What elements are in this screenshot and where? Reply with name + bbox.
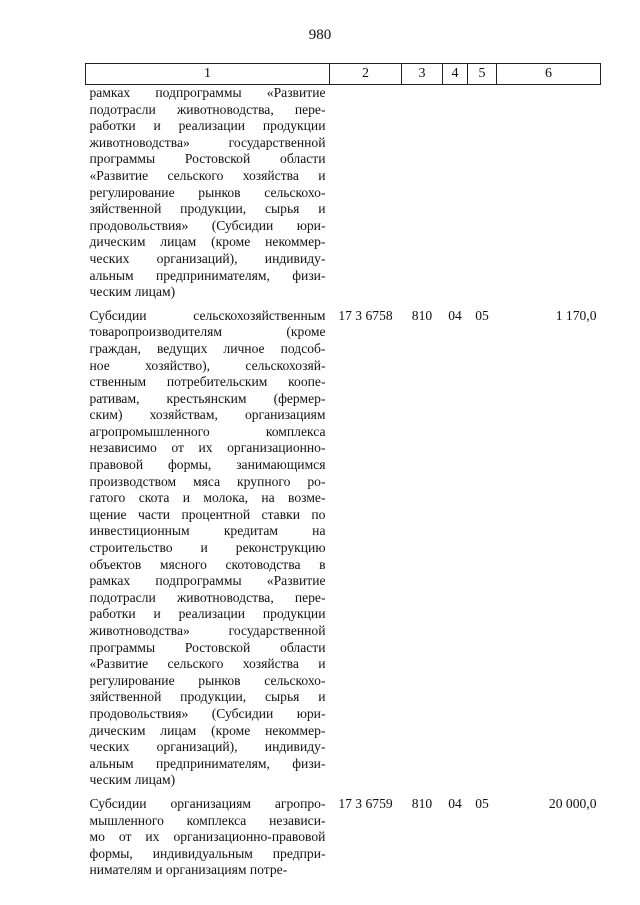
desc-line: правовой формы, занимающимся bbox=[89, 457, 326, 473]
expense-type-code: 810 bbox=[411, 795, 433, 811]
desc-line: объектов мясного скотоводства в bbox=[89, 556, 326, 572]
desc-line: работки и реализации продукции bbox=[89, 606, 326, 622]
target-article-code: 17 3 6759 bbox=[338, 795, 393, 811]
row-description bbox=[86, 308, 330, 796]
desc-line: формы, индивидуальным предпри- bbox=[89, 845, 326, 861]
subsection-code: 05 bbox=[475, 307, 489, 323]
desc-line: ческих организаций), индивиду- bbox=[89, 739, 326, 755]
amount: 1 170,0 bbox=[555, 307, 597, 323]
column-header-6: 6 bbox=[497, 64, 601, 85]
desc-line: рамках подпрограммы «Развитие bbox=[89, 573, 326, 589]
desc-line: независимо от их организационно- bbox=[89, 440, 326, 456]
desc-line: животноводства» государственной bbox=[89, 134, 326, 150]
table-row bbox=[86, 796, 601, 886]
column-header-2: 2 bbox=[330, 64, 402, 85]
desc-line: мышленного комплекса независи- bbox=[89, 812, 326, 828]
row-description bbox=[86, 796, 330, 886]
desc-line: дическим лицам (кроме некоммер- bbox=[89, 234, 326, 250]
desc-line: программы Ростовской области bbox=[89, 151, 326, 167]
desc-line: ративам, крестьянским (фермер- bbox=[89, 390, 326, 406]
row-description bbox=[86, 85, 330, 308]
desc-line: альным предпринимателям, физи- bbox=[89, 267, 326, 283]
subsection-code: 05 bbox=[475, 795, 489, 811]
desc-line: продовольствия» (Субсидии юри- bbox=[89, 705, 326, 721]
column-header-4: 4 bbox=[443, 64, 468, 85]
desc-line: ческих организаций), индивиду- bbox=[89, 250, 326, 266]
desc-line: щение части процентной ставки по bbox=[89, 506, 326, 522]
desc-line: граждан, ведущих личное подсоб- bbox=[89, 340, 326, 356]
section-code: 04 bbox=[448, 795, 462, 811]
desc-line: альным предпринимателям, физи- bbox=[89, 755, 326, 771]
desc-line: подотрасли животноводства, пере- bbox=[89, 589, 326, 605]
table-row bbox=[86, 85, 601, 308]
desc-line: мо от их организационно-правовой bbox=[89, 829, 326, 845]
subsection-code bbox=[468, 85, 497, 308]
desc-line: ским) хозяйствам, организациям bbox=[89, 407, 326, 423]
desc-line: гатого скота и молока, на возме- bbox=[89, 490, 326, 506]
expense-type-code bbox=[402, 85, 443, 308]
desc-line: работки и реализации продукции bbox=[89, 118, 326, 134]
column-header-3: 3 bbox=[402, 64, 443, 85]
column-header-1: 1 bbox=[86, 64, 330, 85]
desc-line: Субсидии организациям агропро- bbox=[89, 795, 326, 811]
desc-line: зяйственной продукции, сырья и bbox=[89, 689, 326, 705]
desc-line: дическим лицам (кроме некоммер- bbox=[89, 722, 326, 738]
desc-line: нимателям и организациям потре- bbox=[89, 862, 288, 878]
desc-line: инвестиционным кредитам на bbox=[89, 523, 326, 539]
desc-line: товаропроизводителям (кроме bbox=[89, 324, 326, 340]
table-row bbox=[86, 308, 601, 796]
desc-line: рамках подпрограммы «Развитие bbox=[89, 85, 326, 100]
desc-line: «Развитие сельского хозяйства и bbox=[89, 167, 326, 183]
target-article-code: 17 3 6758 bbox=[338, 307, 393, 323]
desc-line: агропромышленного комплекса bbox=[89, 423, 326, 439]
section-code: 04 bbox=[448, 307, 462, 323]
table-header-row bbox=[86, 64, 601, 85]
desc-line: «Развитие сельского хозяйства и bbox=[89, 656, 326, 672]
amount bbox=[497, 85, 601, 308]
budget-table bbox=[85, 63, 601, 886]
desc-line: продовольствия» (Субсидии юри- bbox=[89, 217, 326, 233]
desc-line: ческим лицам) bbox=[89, 284, 176, 300]
amount: 20 000,0 bbox=[548, 795, 597, 811]
desc-line: строительство и реконструкцию bbox=[89, 540, 326, 556]
desc-line: ческим лицам) bbox=[89, 772, 176, 788]
desc-line: ственным потребительским коопе- bbox=[89, 374, 326, 390]
desc-line: ное хозяйство), сельскохозяй- bbox=[89, 357, 326, 373]
desc-line: Субсидии сельскохозяйственным bbox=[89, 307, 326, 323]
target-article-code bbox=[330, 85, 402, 308]
desc-line: программы Ростовской области bbox=[89, 639, 326, 655]
desc-line: производством мяса крупного ро- bbox=[89, 473, 326, 489]
desc-line: зяйственной продукции, сырья и bbox=[89, 201, 326, 217]
desc-line: регулирование рынков сельскохо- bbox=[89, 184, 326, 200]
desc-line: подотрасли животноводства, пере- bbox=[89, 101, 326, 117]
desc-line: регулирование рынков сельскохо- bbox=[89, 672, 326, 688]
column-header-5: 5 bbox=[468, 64, 497, 85]
section-code bbox=[443, 85, 468, 308]
desc-line: животноводства» государственной bbox=[89, 623, 326, 638]
page-number: 980 bbox=[308, 27, 332, 43]
expense-type-code: 810 bbox=[411, 307, 433, 323]
